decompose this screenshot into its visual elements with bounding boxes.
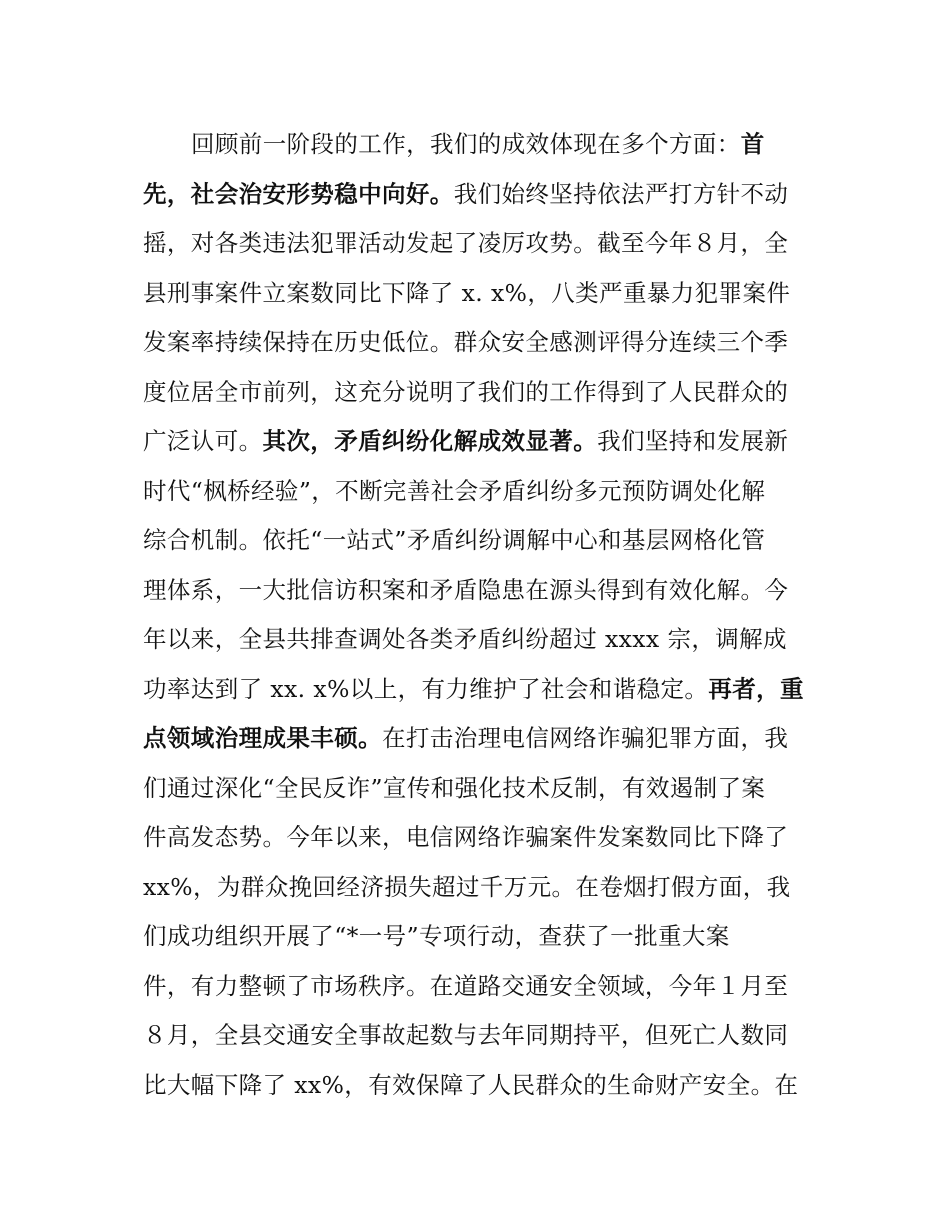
text-line	[143, 817, 811, 867]
body-text: 年以来，全县共排查调处各类矛盾纠纷超过 xxxx 宗，调解成	[143, 625, 787, 653]
text-line	[143, 124, 811, 174]
body-text: 时代“枫桥经验”，不断完善社会矛盾纠纷多元预防调处化解	[143, 476, 766, 505]
body-text: 我们坚持和发展新	[597, 427, 789, 455]
text-line	[143, 471, 811, 521]
body-text: 摇，对各类违法犯罪活动发起了凌厉攻势。截至今年８月，全	[143, 229, 789, 257]
text-line	[143, 1065, 811, 1115]
text-line	[143, 619, 811, 669]
text-line	[143, 768, 811, 818]
bold-heading-text: 点领域治理成果丰硕。	[143, 724, 382, 752]
text-line	[143, 570, 811, 620]
body-text: 县刑事案件立案数同比下降了 x. x%，八类严重暴力犯罪案件	[143, 278, 791, 307]
body-text: 们通过深化“全民反诈”宣传和强化技术反制，有效遏制了案	[143, 773, 766, 802]
body-text: 度位居全市前列，这充分说明了我们的工作得到了人民群众的	[143, 377, 789, 406]
bold-heading-text: 其次，矛盾纠纷化解成效显著。	[262, 427, 598, 455]
text-line	[143, 223, 811, 273]
text-line	[143, 372, 811, 422]
body-text: 比大幅下降了 xx%，有效保障了人民群众的生命财产安全。在	[143, 1070, 799, 1099]
body-text: ８月，全县交通安全事故起数与去年同期持平，但死亡人数同	[143, 1021, 789, 1049]
text-line	[143, 322, 811, 372]
body-text: 理体系，一大批信访积案和矛盾隐患在源头得到有效化解。今	[143, 575, 789, 604]
body-text: 回顾前一阶段的工作，我们的成效体现在多个方面：	[191, 130, 741, 158]
text-line	[143, 273, 811, 323]
body-text: 功率达到了 xx. x%以上，有力维护了社会和谐稳定。	[143, 674, 709, 703]
text-line	[143, 1015, 811, 1065]
body-text: 我们始终坚持依法严打方针不动	[453, 179, 789, 208]
text-line	[143, 174, 811, 224]
document-body	[143, 124, 811, 1114]
body-text: xx%，为群众挽回经济损失超过千万元。在卷烟打假方面，我	[143, 872, 791, 901]
text-line	[143, 867, 811, 917]
body-text: 件高发态势。今年以来，电信网络诈骗案件发案数同比下降了	[143, 823, 789, 851]
body-text: 综合机制。依托“一站式”矛盾纠纷调解中心和基层网格化管	[143, 526, 766, 554]
text-line	[143, 916, 811, 966]
text-line	[143, 669, 811, 719]
text-line	[143, 520, 811, 570]
bold-heading-text: 先，社会治安形势稳中向好。	[143, 179, 454, 208]
body-text: 发案率持续保持在历史低位。群众安全感测评得分连续三个季	[143, 328, 789, 356]
bold-heading-text: 再者，重	[708, 674, 804, 703]
text-line	[143, 966, 811, 1016]
body-text: 们成功组织开展了“*一号”专项行动，查获了一批重大案	[143, 922, 730, 950]
text-line	[143, 421, 811, 471]
text-line	[143, 718, 811, 768]
bold-heading-text: 首	[740, 130, 765, 158]
body-text: 广泛认可。	[143, 427, 263, 455]
body-text: 在打击治理电信网络诈骗犯罪方面，我	[382, 724, 789, 752]
body-text: 件，有力整顿了市场秩序。在道路交通安全领域，今年１月至	[143, 971, 789, 1000]
